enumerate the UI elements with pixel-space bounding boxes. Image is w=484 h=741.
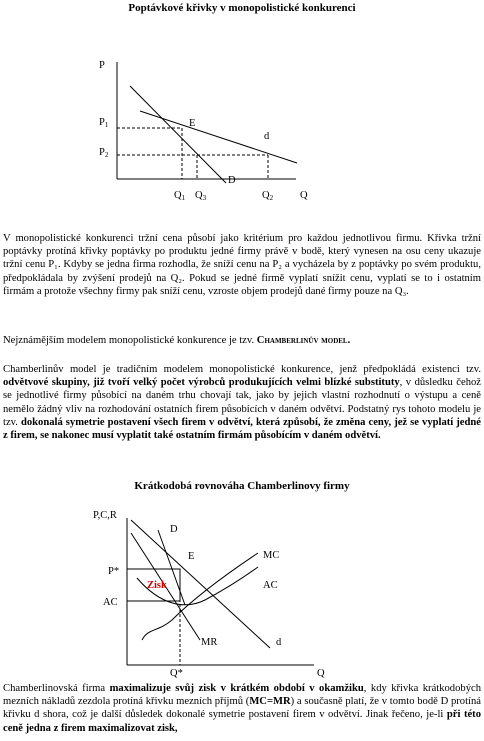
fig2-x-axis-label: Q: [317, 668, 325, 679]
fig1-y-axis-label: P: [99, 60, 105, 71]
fig2-marginal-cost-MC: [142, 553, 258, 640]
fig2-average-cost-AC: [137, 567, 258, 605]
fig2-q-star-label: Q*: [170, 668, 183, 679]
fig1-x-axis-label: Q: [300, 190, 308, 201]
fig1-p2-label: P2: [99, 147, 109, 159]
fig1-firm-demand-label: d: [264, 131, 270, 142]
fig1-equilibrium-label: E: [189, 118, 196, 129]
industry-group-definition: odvětvové skupiny, již tvoří velký počet výrobců produkujících velmi blízké substituty: [3, 377, 400, 389]
fig1-p1-label: P1: [99, 117, 109, 129]
fig2-demand-D-label: D: [170, 524, 178, 535]
fig2-ac-label: AC: [263, 580, 278, 591]
fig2-market-demand-D: [158, 530, 185, 605]
fig2-y-axis-label: P,C,R: [93, 510, 117, 521]
section-title-short-run-equilibrium: Krátkodobá rovnováha Chamberlinovy firmy: [134, 480, 350, 492]
paragraph-profit-maximization: Chamberlinovská firma maximalizuje svůj zisk v krátkém období v okamžiku, kdy křivka krátkodobých mezních nákladů zezdola protíná křivku mezních příjmů (MC=MR) a současně platí, že v tomto bodě D protíná křivku d shora, což je další důsledek dokonalé symetrie postavení firem v odvětví. Jinak řečeno, je-li při této ceně jedna z firem maximalizovat zisk,: [3, 683, 481, 734]
fig2-equilibrium-label: E: [188, 551, 195, 562]
chamberlin-model-term: Chamberlinův model.: [256, 335, 351, 346]
fig2-firm-demand-label: d: [276, 637, 282, 648]
paragraph-chamberlin-model: Chamberlinův model je tradičním modelem monopolistické konkurence, jenž předpokládá existenci tzv. odvětvové skupiny, již tvoří velký počet výrobců produkujících velmi blízké substituty, v důsledku čehož se jednotlivé firmy působící na daném trhu chovají tak, jako by jejich vlastní rozhodnutí o výstupu a ceně nemělo žádný vliv na rozhodování ostatních firem působících v daném odvětví. Podstatný rys tohoto modelu je tzv. dokonalá symetrie postavení všech firem v odvětví, která způsobí, že změna ceny, jež se vyplatí jedné z firem, se nakonec musí vyplatit také ostatním firmám působícím v daném odvětví.: [3, 364, 482, 442]
section-title-demand-curves: Poptávkové křivky v monopolistické konkurenci: [128, 2, 356, 14]
fig1-q3-label: Q3: [195, 190, 207, 202]
fig2-profit-rectangle: [127, 569, 180, 601]
fig2-mc-label: MC: [263, 550, 280, 561]
demand-curves-figure: [0, 0, 484, 215]
symmetry-definition: dokonalá symetrie postavení všech firem v odvětví, která způsobí, že změna ceny, jež se vyplatí jedné z firem, se nakonec musí vyplatit také ostatním firmám působícím v daném odvětví.: [3, 416, 481, 442]
fig2-profit-label: Zisk: [147, 580, 167, 591]
fig2-firm-demand-d: [131, 520, 270, 648]
fig1-q2-label: Q2: [262, 190, 274, 202]
fig1-q1-label: Q1: [174, 190, 186, 202]
fig2-mr-label: MR: [201, 637, 218, 648]
fig2-ac-axis-label: AC: [103, 597, 118, 608]
paragraph-market-price: V monopolistické konkurenci tržní cena působí jako kritérium pro každou jednotlivou firmu. Křivka tržní poptávky protíná křivky poptávky po produktu jedné firmy právě v bodě, který vynesen na osu ceny ukazuje tržní cenu P₁. Kdyby se jedna firma rozhodla, že sníží cenu na P₂ a vycházela by z poptávky po svém produktu, předpokládala by zvýšení prodejů na Q₂. Pokud se jedné firmě vyplatí snížit cenu, vyplatí se to i ostatním firmám a protože všechny firmy pak sníží cenu, vzroste objem prodejů dané firmy pouze na Q₃.: [3, 233, 481, 297]
paragraph-chamberlin-intro: Nejznámějším modelem monopolistické konkurence je tzv. Chamberlinův model.: [3, 335, 351, 346]
fig1-market-demand-label: D: [228, 175, 236, 186]
fig2-marginal-revenue-MR: [131, 533, 200, 640]
fig2-p-star-label: P*: [108, 566, 120, 577]
